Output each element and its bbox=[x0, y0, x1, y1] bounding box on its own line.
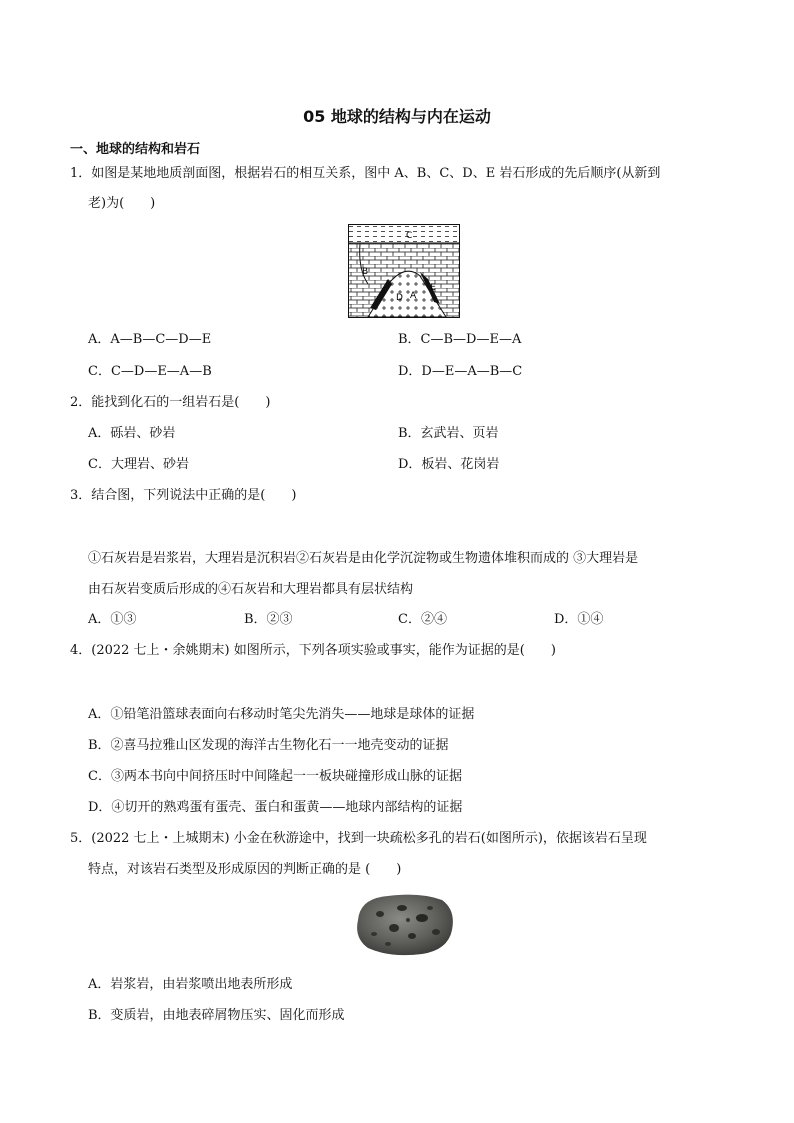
q5-option-b: B．变质岩，由地表碎屑物压实、固化而形成 bbox=[88, 1008, 345, 1023]
figure-label-b: B bbox=[362, 267, 369, 277]
figure-label-c: C bbox=[406, 231, 413, 241]
q5-option-a: A．岩浆岩，由岩浆喷出地表所形成 bbox=[88, 977, 293, 992]
question-1-stem: 1．如图是某地地质剖面图，根据岩石的相互关系，图中 A、B、C、D、E 岩石形成的先后顺序(从新到 bbox=[70, 166, 661, 181]
question-5-stem-cont: 特点，对该岩石类型及形成原因的判断正确的是 ( ) bbox=[88, 862, 402, 877]
question-3-statements: ①石灰岩是岩浆岩，大理岩是沉积岩②石灰岩是由化学沉淀物或生物遗体堆积而成的 ③大理岩是 bbox=[88, 551, 639, 566]
q4-option-d: D．④切开的熟鸡蛋有蛋壳、蛋白和蛋黄——地球内部结构的证据 bbox=[88, 800, 463, 815]
q1-option-a: A．A—B—C—D—E bbox=[88, 332, 212, 347]
q4-option-a: A．①铅笔沿篮球表面向右移动时笔尖先消失——地球是球体的证据 bbox=[88, 707, 475, 722]
question-3-statements-cont: 由石灰岩变质后形成的④石灰岩和大理岩都具有层状结构 bbox=[88, 582, 414, 597]
q2-option-a: A．砾岩、砂岩 bbox=[88, 426, 176, 441]
page-title: 05 地球的结构与内在运动 bbox=[303, 107, 491, 126]
figure-label-d: D bbox=[396, 293, 403, 303]
q3-option-d: D．①④ bbox=[554, 612, 604, 627]
q1-option-c: C．C—D—E—A—B bbox=[88, 364, 212, 379]
q2-option-b: B．玄武岩、页岩 bbox=[398, 426, 499, 441]
geologic-cross-section-figure bbox=[348, 224, 460, 318]
q3-option-c: C．②④ bbox=[398, 612, 447, 627]
q3-option-a: A．①③ bbox=[88, 612, 137, 627]
question-1-stem-cont: 老)为( ) bbox=[88, 196, 156, 211]
q2-option-d: D．板岩、花岗岩 bbox=[398, 457, 500, 472]
question-2-stem: 2．能找到化石的一组岩石是( ) bbox=[70, 395, 271, 410]
q4-option-b: B．②喜马拉雅山区发现的海洋古生物化石一一地壳变动的证据 bbox=[88, 738, 449, 753]
q2-option-c: C．大理岩、砂岩 bbox=[88, 457, 189, 472]
q3-option-b: B．②③ bbox=[244, 612, 293, 627]
q4-option-c: C．③两本书向中间挤压时中间隆起一一板块碰撞形成山脉的证据 bbox=[88, 769, 462, 784]
q1-option-d: D．D—E—A—B—C bbox=[398, 364, 523, 379]
q1-option-b: B．C—B—D—E—A bbox=[398, 332, 522, 347]
porous-rock-photo bbox=[350, 890, 458, 958]
question-5-stem: 5．(2022 七上・上城期末) 小金在秋游途中，找到一块疏松多孔的岩石(如图所示)，依据该岩石呈现 bbox=[70, 831, 647, 846]
section-heading: 一、地球的结构和岩石 bbox=[70, 142, 201, 157]
question-4-stem: 4．(2022 七上・余姚期末) 如图所示，下列各项实验或事实，能作为证据的是( ) bbox=[70, 643, 556, 658]
question-3-stem: 3．结合图，下列说法中正确的是( ) bbox=[70, 488, 297, 503]
figure-label-e: E bbox=[430, 283, 436, 293]
figure-label-a: A bbox=[410, 291, 417, 301]
